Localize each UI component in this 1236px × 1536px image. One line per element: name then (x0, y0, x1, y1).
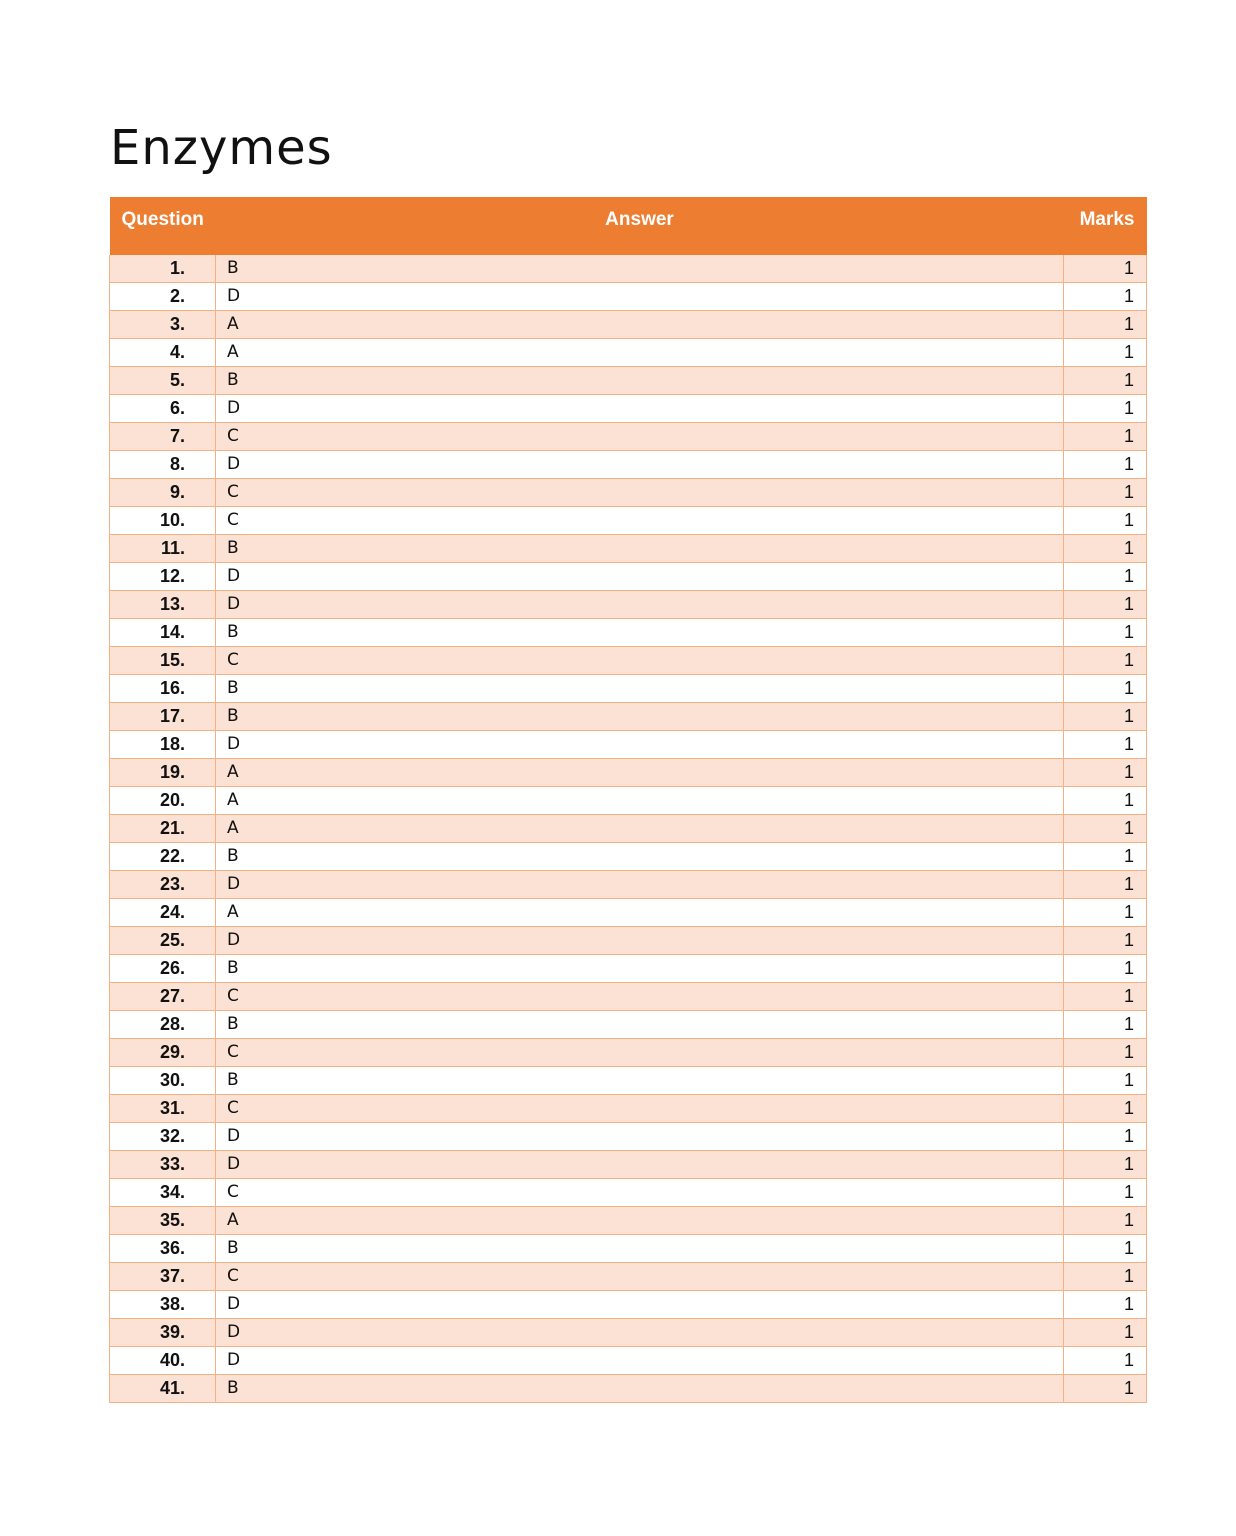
marks-cell: 1 (1064, 591, 1147, 619)
table-row (110, 1151, 1147, 1179)
answer-cell: C (216, 1263, 1064, 1291)
table-row (110, 619, 1147, 647)
table-row (110, 1095, 1147, 1123)
marks-cell: 1 (1064, 759, 1147, 787)
table-row (110, 1207, 1147, 1235)
marks-cell: 1 (1064, 1123, 1147, 1151)
question-number-cell: 14. (110, 619, 216, 647)
marks-cell: 1 (1064, 675, 1147, 703)
marks-cell: 1 (1064, 1319, 1147, 1347)
marks-cell: 1 (1064, 1011, 1147, 1039)
question-number-cell: 25. (110, 927, 216, 955)
marks-cell: 1 (1064, 1095, 1147, 1123)
question-number-cell: 16. (110, 675, 216, 703)
marks-cell: 1 (1064, 563, 1147, 591)
answer-cell: D (216, 1123, 1064, 1151)
question-number-cell: 32. (110, 1123, 216, 1151)
marks-cell: 1 (1064, 871, 1147, 899)
marks-cell: 1 (1064, 367, 1147, 395)
answer-cell: A (216, 1207, 1064, 1235)
question-number-cell: 11. (110, 535, 216, 563)
table-row (110, 1263, 1147, 1291)
table-row (110, 1179, 1147, 1207)
question-number-cell: 34. (110, 1179, 216, 1207)
answer-cell: A (216, 311, 1064, 339)
answer-cell: B (216, 1011, 1064, 1039)
answer-cell: D (216, 395, 1064, 423)
question-number-cell: 20. (110, 787, 216, 815)
table-row (110, 535, 1147, 563)
header-answer: Answer (216, 197, 1064, 255)
question-number-cell: 15. (110, 647, 216, 675)
answer-cell: C (216, 647, 1064, 675)
question-number-cell: 18. (110, 731, 216, 759)
answer-cell: D (216, 1319, 1064, 1347)
answer-cell: A (216, 339, 1064, 367)
marks-cell: 1 (1064, 1179, 1147, 1207)
marks-cell: 1 (1064, 535, 1147, 563)
marks-cell: 1 (1064, 1291, 1147, 1319)
table-row (110, 647, 1147, 675)
table-row (110, 367, 1147, 395)
marks-cell: 1 (1064, 479, 1147, 507)
answer-cell: B (216, 675, 1064, 703)
marks-cell: 1 (1064, 787, 1147, 815)
question-number-cell: 40. (110, 1347, 216, 1375)
marks-cell: 1 (1064, 927, 1147, 955)
question-number-cell: 37. (110, 1263, 216, 1291)
question-number-cell: 41. (110, 1375, 216, 1403)
table-row (110, 703, 1147, 731)
answer-cell: D (216, 451, 1064, 479)
question-number-cell: 29. (110, 1039, 216, 1067)
table-row (110, 675, 1147, 703)
answer-cell: D (216, 1347, 1064, 1375)
question-number-cell: 21. (110, 815, 216, 843)
answer-cell: C (216, 423, 1064, 451)
marks-cell: 1 (1064, 731, 1147, 759)
table-row (110, 451, 1147, 479)
question-number-cell: 39. (110, 1319, 216, 1347)
question-number-cell: 9. (110, 479, 216, 507)
answer-cell: B (216, 1067, 1064, 1095)
question-number-cell: 22. (110, 843, 216, 871)
table-row (110, 339, 1147, 367)
answer-cell: D (216, 591, 1064, 619)
marks-cell: 1 (1064, 1263, 1147, 1291)
table-row (110, 759, 1147, 787)
table-row (110, 955, 1147, 983)
question-number-cell: 12. (110, 563, 216, 591)
question-number-cell: 5. (110, 367, 216, 395)
question-number-cell: 24. (110, 899, 216, 927)
answer-cell: C (216, 983, 1064, 1011)
answer-cell: D (216, 871, 1064, 899)
marks-cell: 1 (1064, 703, 1147, 731)
marks-cell: 1 (1064, 423, 1147, 451)
answer-cell: B (216, 255, 1064, 283)
answer-cell: B (216, 619, 1064, 647)
marks-cell: 1 (1064, 339, 1147, 367)
question-number-cell: 28. (110, 1011, 216, 1039)
answer-cell: D (216, 1151, 1064, 1179)
question-number-cell: 26. (110, 955, 216, 983)
page-title: Enzymes (110, 120, 333, 176)
marks-cell: 1 (1064, 1375, 1147, 1403)
table-row (110, 1123, 1147, 1151)
marks-cell: 1 (1064, 395, 1147, 423)
answer-cell: C (216, 507, 1064, 535)
header-question: Question (110, 197, 216, 255)
answer-cell: A (216, 787, 1064, 815)
answer-cell: B (216, 535, 1064, 563)
table-row (110, 507, 1147, 535)
question-number-cell: 33. (110, 1151, 216, 1179)
table-row (110, 871, 1147, 899)
marks-cell: 1 (1064, 255, 1147, 283)
question-number-cell: 6. (110, 395, 216, 423)
table-row (110, 563, 1147, 591)
question-number-cell: 31. (110, 1095, 216, 1123)
table-row (110, 843, 1147, 871)
question-number-cell: 2. (110, 283, 216, 311)
question-number-cell: 10. (110, 507, 216, 535)
table-row (110, 983, 1147, 1011)
marks-cell: 1 (1064, 619, 1147, 647)
table-row (110, 1011, 1147, 1039)
table-row (110, 423, 1147, 451)
table-row (110, 1039, 1147, 1067)
question-number-cell: 36. (110, 1235, 216, 1263)
table-body (110, 255, 1147, 1403)
question-number-cell: 23. (110, 871, 216, 899)
question-number-cell: 35. (110, 1207, 216, 1235)
question-number-cell: 30. (110, 1067, 216, 1095)
question-number-cell: 8. (110, 451, 216, 479)
table-row (110, 1375, 1147, 1403)
answer-cell: B (216, 843, 1064, 871)
marks-cell: 1 (1064, 1039, 1147, 1067)
table-row (110, 1235, 1147, 1263)
marks-cell: 1 (1064, 283, 1147, 311)
marks-cell: 1 (1064, 1067, 1147, 1095)
marks-cell: 1 (1064, 647, 1147, 675)
answer-cell: D (216, 1291, 1064, 1319)
table-row (110, 731, 1147, 759)
table-row (110, 1291, 1147, 1319)
answer-cell: D (216, 731, 1064, 759)
table-row (110, 1067, 1147, 1095)
question-number-cell: 4. (110, 339, 216, 367)
marks-cell: 1 (1064, 311, 1147, 339)
table-row (110, 899, 1147, 927)
answer-cell: A (216, 815, 1064, 843)
marks-cell: 1 (1064, 1347, 1147, 1375)
question-number-cell: 13. (110, 591, 216, 619)
question-number-cell: 7. (110, 423, 216, 451)
header-marks: Marks (1064, 197, 1147, 255)
answer-table (109, 197, 1147, 1403)
answer-cell: D (216, 283, 1064, 311)
table-row (110, 255, 1147, 283)
answer-cell: A (216, 759, 1064, 787)
answer-cell: B (216, 367, 1064, 395)
question-number-cell: 19. (110, 759, 216, 787)
table-row (110, 815, 1147, 843)
answer-cell: B (216, 1375, 1064, 1403)
answer-cell: A (216, 899, 1064, 927)
marks-cell: 1 (1064, 1151, 1147, 1179)
question-number-cell: 1. (110, 255, 216, 283)
answer-cell: C (216, 1095, 1064, 1123)
question-number-cell: 38. (110, 1291, 216, 1319)
table-row (110, 395, 1147, 423)
marks-cell: 1 (1064, 1235, 1147, 1263)
marks-cell: 1 (1064, 955, 1147, 983)
marks-cell: 1 (1064, 899, 1147, 927)
table-row (110, 591, 1147, 619)
answer-cell: D (216, 563, 1064, 591)
table-row (110, 1347, 1147, 1375)
table-row (110, 479, 1147, 507)
marks-cell: 1 (1064, 507, 1147, 535)
marks-cell: 1 (1064, 451, 1147, 479)
table-row (110, 283, 1147, 311)
marks-cell: 1 (1064, 1207, 1147, 1235)
question-number-cell: 17. (110, 703, 216, 731)
answer-cell: C (216, 479, 1064, 507)
answer-cell: C (216, 1039, 1064, 1067)
answer-cell: D (216, 927, 1064, 955)
table-row (110, 787, 1147, 815)
table-row (110, 311, 1147, 339)
marks-cell: 1 (1064, 843, 1147, 871)
question-number-cell: 3. (110, 311, 216, 339)
table-row (110, 927, 1147, 955)
answer-cell: B (216, 955, 1064, 983)
table-header-row (110, 197, 1147, 255)
answer-cell: C (216, 1179, 1064, 1207)
table-row (110, 1319, 1147, 1347)
question-number-cell: 27. (110, 983, 216, 1011)
marks-cell: 1 (1064, 983, 1147, 1011)
answer-cell: B (216, 703, 1064, 731)
marks-cell: 1 (1064, 815, 1147, 843)
answer-cell: B (216, 1235, 1064, 1263)
